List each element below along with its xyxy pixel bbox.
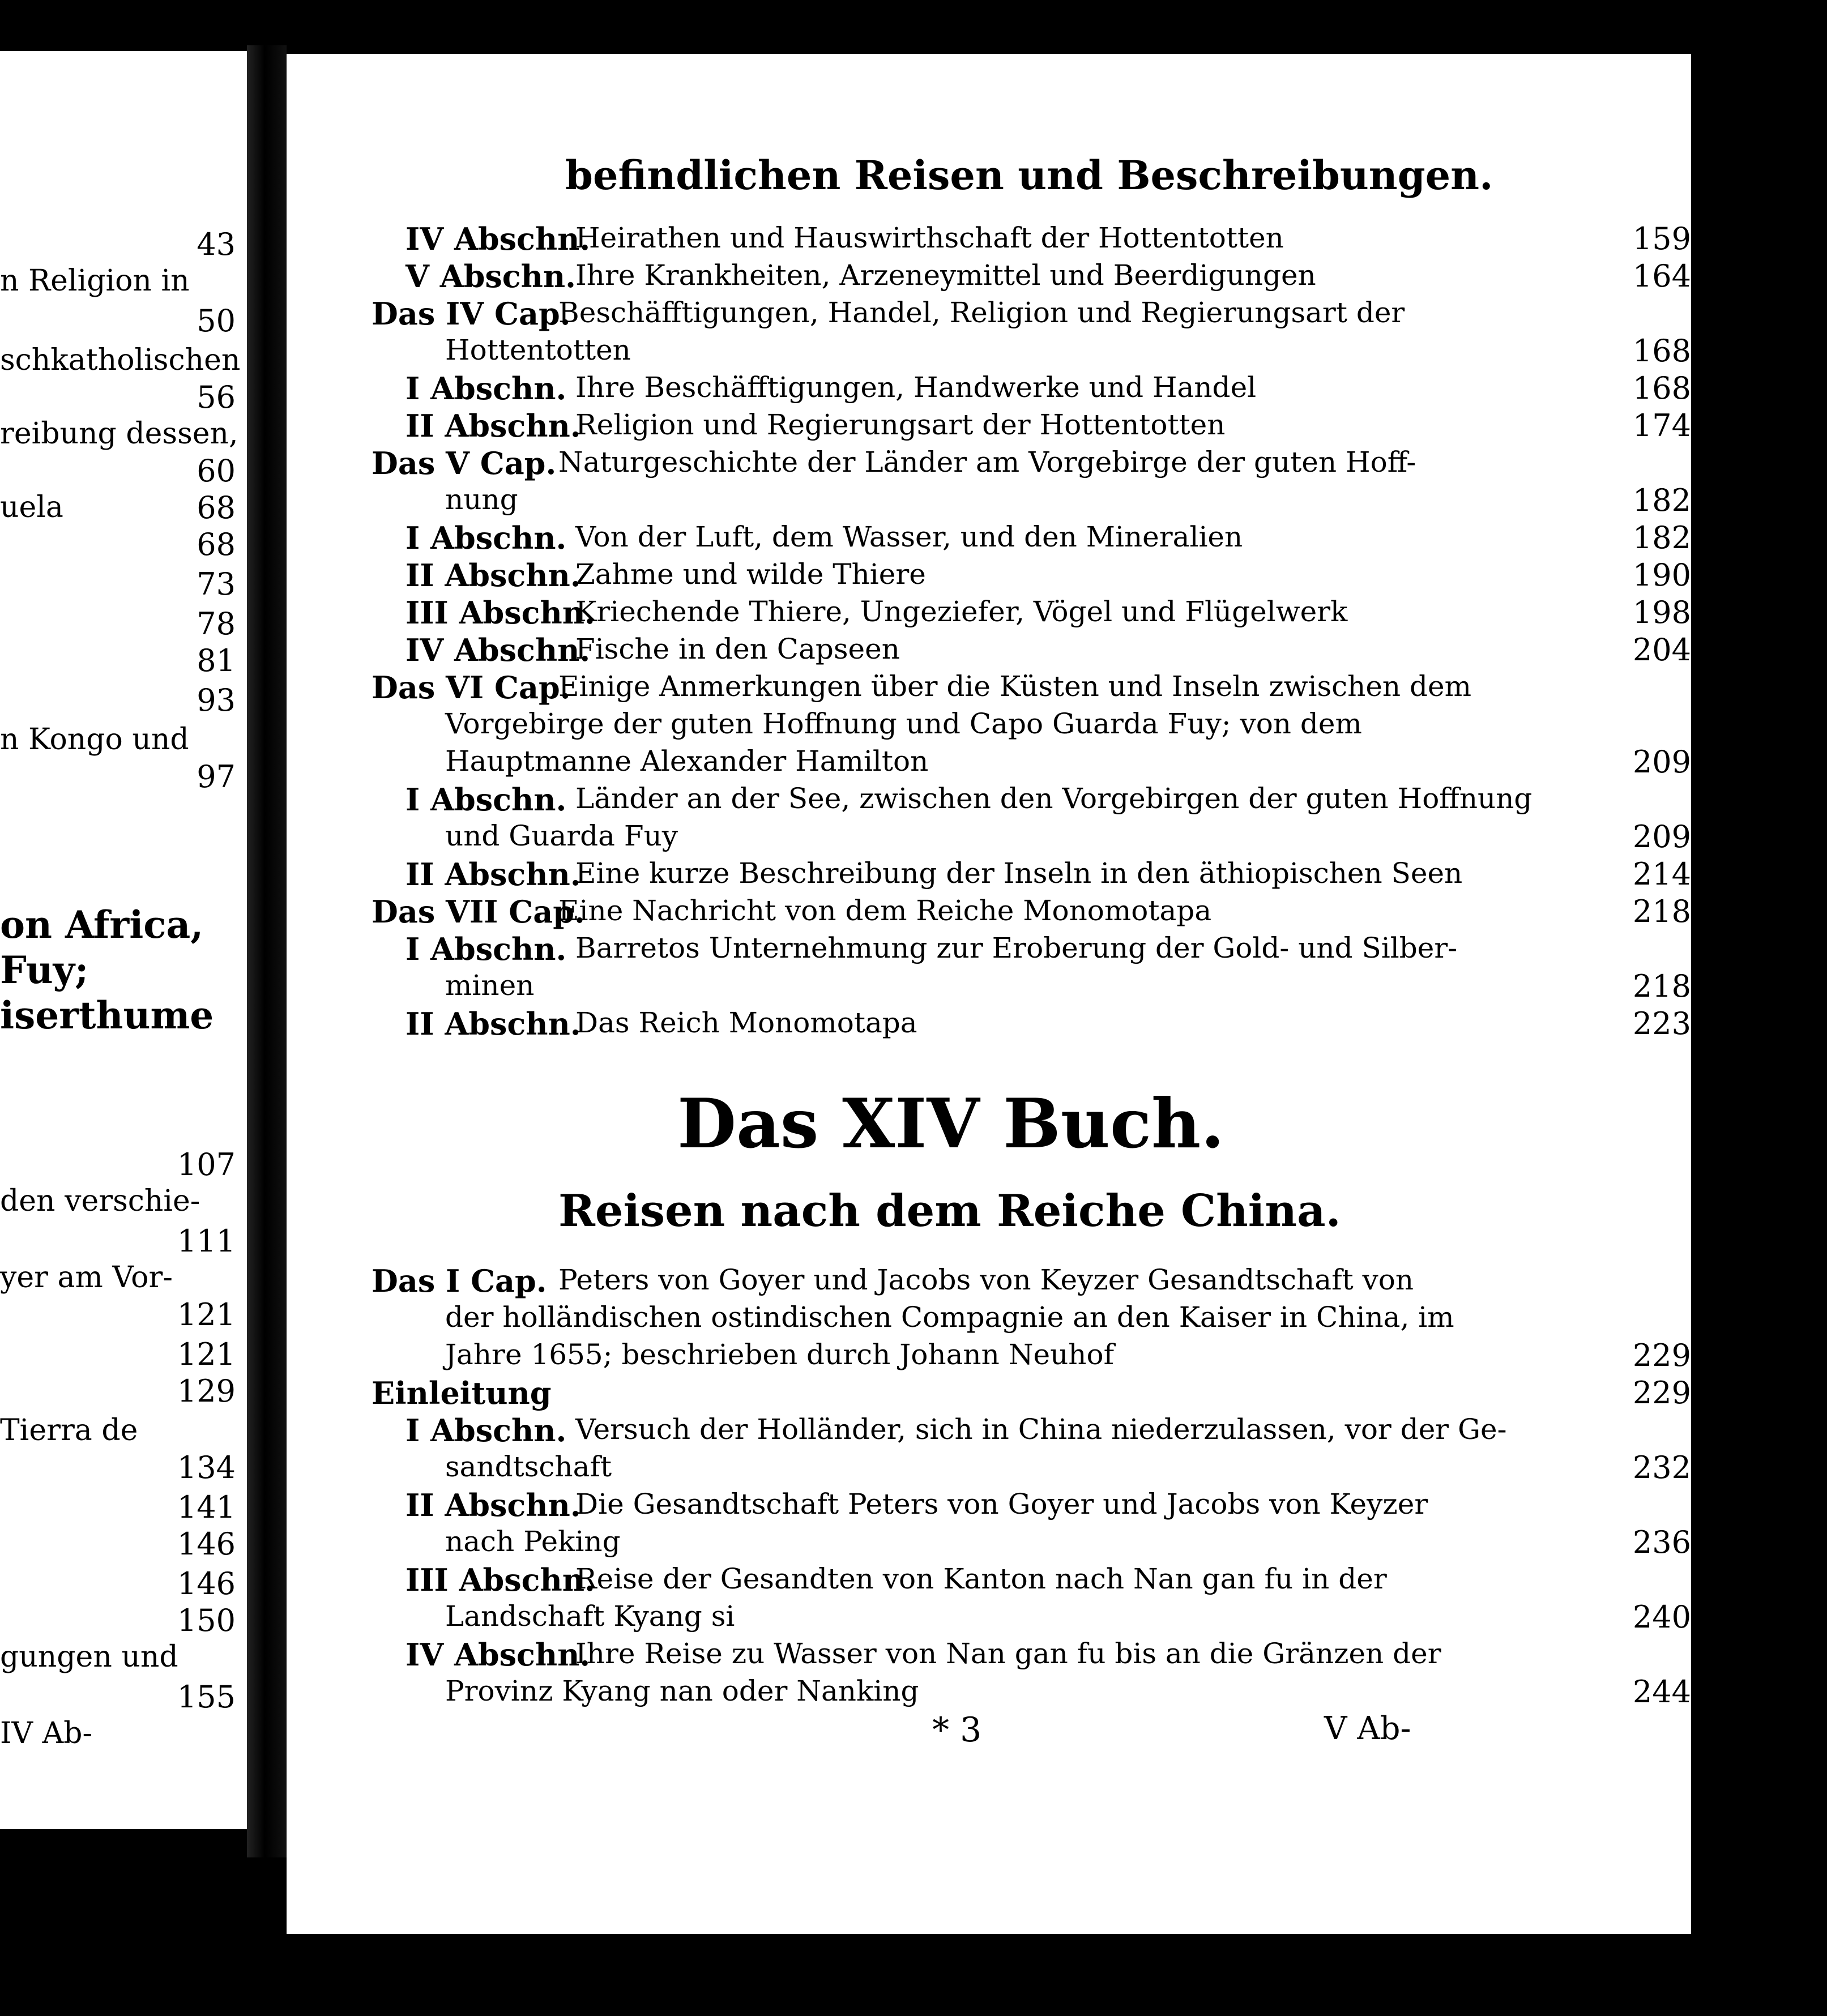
toc-entry [287,1375,1691,1411]
toc-entry-text: minen [445,969,535,1002]
toc-entry-text: Beschäfftigungen, Handel, Religion und Regierungsart der [558,296,1405,329]
toc-entry-label: IV Abschn. [405,632,591,668]
toc-entry-page: 240 [1632,1599,1691,1635]
toc-entry-label: III Abschn. [405,1562,595,1598]
toc-entry [287,896,1691,928]
toc-entry-text: und Guarda Fuy [445,819,678,852]
left-page-number: 146 [177,1566,236,1601]
toc-entry-page: 198 [1632,595,1691,630]
toc-entry-text: Religion und Regierungsart der Hottentotten [575,408,1226,441]
toc-entry [287,445,1691,481]
toc-entry [287,408,1691,444]
toc-entry [287,520,1691,556]
left-page-text: uela [0,490,63,524]
toc-entry-page: 218 [1632,968,1691,1004]
toc-entry-page: 168 [1632,333,1691,369]
toc-entry-text: Ihre Krankheiten, Arzeneymittel und Beerdigungen [575,259,1316,292]
left-page-number: 50 [197,303,236,339]
left-page-number: 73 [197,566,236,602]
running-head: befindlichen Reisen und Beschreibungen. [565,152,1493,199]
toc-entry-label: Das VI Cap. [372,669,571,706]
book-title: Das XIV Buch. [677,1084,1225,1164]
toc-entry [287,1524,1691,1560]
left-page-number: 129 [177,1373,236,1409]
toc-entry-text: Eine kurze Beschreibung der Inseln in den äthiopischen Seen [575,857,1463,890]
toc-entry-page: 159 [1632,221,1691,257]
toc-entry-label: Einleitung [372,1375,552,1411]
toc-entry [287,1487,1691,1523]
toc-entry-page: 168 [1632,370,1691,406]
toc-entry [287,1599,1691,1635]
toc-entry-text: nung [445,483,518,516]
toc-entry [287,781,1691,818]
toc-entry [287,1303,1691,1335]
left-page-number: 121 [177,1336,236,1372]
toc-entry-label: II Abschn. [405,1006,581,1042]
left-page-number: 68 [197,527,236,562]
toc-entry [287,1006,1691,1042]
toc-entry-label: Das IV Cap. [372,296,571,332]
left-page-text: gungen und [0,1640,178,1674]
toc-entry-label: IV Abschn. [405,1637,591,1673]
book-subtitle: Reisen nach dem Reiche China. [558,1185,1341,1237]
toc-entry-text: Länder an der See, zwischen den Vorgebirgen der guten Hoffnung [575,782,1533,815]
left-page-number: 141 [177,1489,236,1525]
toc-entry [287,1562,1691,1598]
toc-entry [287,557,1691,593]
toc-entry-text: Ihre Beschäfftigungen, Handwerke und Handel [575,371,1257,404]
toc-entry-text: Von der Luft, dem Wasser, und den Mineralien [575,520,1243,553]
toc-entry-text: Die Gesandtschaft Peters von Goyer und Jacobs von Keyzer [575,1488,1428,1520]
toc-entry-page: 223 [1632,1006,1691,1041]
left-page-number: 146 [177,1526,236,1562]
toc-entry-label: I Abschn. [405,931,567,967]
toc-entry [287,298,1691,330]
left-page-number: 134 [177,1450,236,1485]
left-page-number: 93 [197,682,236,718]
toc-entry-text: nach Peking [445,1525,621,1558]
toc-entry-label: I Abschn. [405,520,567,556]
toc-entry-text: sandtschaft [445,1450,612,1483]
toc-entry-label: IV Abschn. [405,221,591,257]
toc-entry-text: Hottentotten [445,334,631,366]
toc-entry-page: 204 [1632,632,1691,668]
toc-entry-text: Vorgebirge der guten Hoffnung und Capo Guarda Fuy; von dem [445,707,1362,740]
toc-entry-text: Hauptmanne Alexander Hamilton [445,745,929,778]
toc-entry-text: Eine Nachricht von dem Reiche Monomotapa [558,894,1212,927]
toc-entry [287,931,1691,967]
toc-entry [287,597,1691,629]
toc-entry-text: Naturgeschichte der Länder am Vorgebirge der guten Hoff- [558,446,1416,479]
left-page-number: 43 [197,227,236,262]
toc-entry [287,669,1691,706]
left-page-number: 56 [197,379,236,415]
left-page-number: 78 [197,606,236,642]
toc-entry-label: V Abschn. [405,258,576,294]
toc-entry-text: Zahme und wilde Thiere [575,558,926,591]
toc-entry-text: Ihre Reise zu Wasser von Nan gan fu bis an die Gränzen der [575,1637,1441,1670]
left-page-text: den verschie- [0,1184,200,1218]
toc-entry-page: 229 [1632,1375,1691,1411]
left-page-heading: on Africa, [0,903,204,947]
toc-entry-page: 229 [1632,1338,1691,1373]
left-page-number: 81 [197,643,236,678]
toc-entry [287,258,1691,294]
toc-entry-label: II Abschn. [405,1487,581,1523]
toc-entry-page: 218 [1632,894,1691,929]
toc-entry [287,632,1691,668]
catchword: V Ab- [1324,1710,1411,1747]
left-page-text: schkatholischen [0,343,241,377]
left-page-number: 107 [177,1147,236,1182]
toc-entry [287,1450,1691,1485]
left-page-text: reibung dessen, [0,417,238,451]
toc-entry-text: Heirathen und Hauswirthschaft der Hottentotten [575,221,1284,254]
toc-entry-label: II Abschn. [405,557,581,593]
toc-entry [287,856,1691,892]
toc-entry-label: Das V Cap. [372,445,557,481]
book-gutter [247,45,287,1857]
toc-entry-text: Reise der Gesandten von Kanton nach Nan gan fu in der [575,1562,1387,1595]
toc-entry-text: Das Reich Monomotapa [575,1006,917,1039]
toc-entry [287,482,1691,518]
toc-entry-page: 232 [1632,1450,1691,1485]
toc-entry-label: II Abschn. [405,856,581,892]
left-page [0,51,247,1829]
toc-entry-page: 182 [1632,482,1691,518]
toc-entry-page: 190 [1632,557,1691,593]
toc-entry-text: Landschaft Kyang si [445,1600,735,1633]
left-page-number: 68 [197,490,236,526]
left-page-number: 97 [197,759,236,795]
toc-entry [287,968,1691,1004]
toc-entry-text: Provinz Kyang nan oder Nanking [445,1675,919,1707]
toc-entry-page: 244 [1632,1674,1691,1710]
left-page-text: IV Ab- [0,1716,93,1750]
left-page-text: Tierra de [0,1413,138,1447]
left-page-text: n Religion in [0,264,190,298]
toc-entry-page: 209 [1632,744,1691,780]
toc-entry [287,744,1691,780]
left-page-text: n Kongo und [0,723,189,757]
toc-entry-label: Das I Cap. [372,1263,547,1299]
toc-entry-page: 236 [1632,1524,1691,1560]
toc-entry-label: I Abschn. [405,370,567,407]
toc-entry-page: 182 [1632,520,1691,556]
toc-entry-label: I Abschn. [405,1412,567,1449]
toc-entry [287,221,1691,257]
toc-entry-text: der holländischen ostindischen Compagnie an den Kaiser in China, im [445,1301,1454,1334]
toc-entry-text: Fische in den Capseen [575,633,900,665]
toc-entry [287,370,1691,407]
toc-entry-page: 214 [1632,856,1691,892]
toc-entry [287,1674,1691,1710]
toc-entry [287,707,1691,741]
toc-entry-label: I Abschn. [405,781,567,818]
toc-entry-text: Kriechende Thiere, Ungeziefer, Vögel und Flügelwerk [575,595,1348,628]
toc-entry [287,1340,1691,1372]
toc-entry-page: 164 [1632,258,1691,294]
toc-entry [287,1639,1691,1671]
left-page-number: 150 [177,1603,236,1638]
toc-entry [287,1412,1691,1449]
toc-entry [287,1263,1691,1299]
left-page-text: yer am Vor- [0,1261,173,1295]
toc-entry-page: 174 [1632,408,1691,443]
toc-entry-page: 209 [1632,819,1691,855]
left-page-number: 155 [177,1679,236,1715]
toc-entry-text: Peters von Goyer und Jacobs von Keyzer Gesandtschaft von [558,1263,1414,1296]
toc-entry-label: Das VII Cap. [372,894,585,930]
toc-entry-text: Barretos Unternehmung zur Eroberung der Gold- und Silber- [575,932,1458,964]
left-page-heading: Fuy; [0,948,89,992]
toc-entry-text: Jahre 1655; beschrieben durch Johann Neuhof [445,1338,1115,1371]
toc-entry [287,819,1691,855]
toc-entry [287,333,1691,369]
left-page-number: 60 [197,453,236,489]
toc-entry-text: Einige Anmerkungen über die Küsten und Inseln zwischen dem [558,670,1472,703]
left-page-heading: iserthume [0,993,214,1037]
left-page-number: 111 [177,1223,236,1259]
toc-entry-label: III Abschn. [405,595,595,631]
right-page [287,54,1691,1934]
left-page-number: 121 [177,1297,236,1332]
toc-entry-text: Versuch der Holländer, sich in China niederzulassen, vor der Ge- [575,1413,1507,1446]
signature-mark: * 3 [932,1710,982,1750]
toc-entry-label: II Abschn. [405,408,581,444]
